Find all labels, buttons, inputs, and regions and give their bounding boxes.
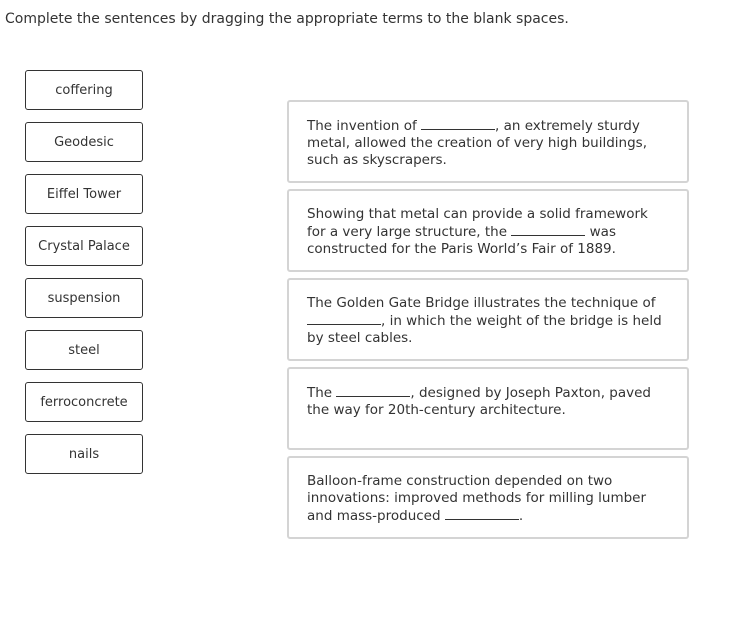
blank-drop-zone-1[interactable]	[421, 117, 495, 130]
sentence-box-5	[287, 456, 689, 539]
sentence-4-after: , designed by Joseph Paxton, paved the way for 20th-century architecture.	[307, 385, 651, 418]
blank-drop-zone-5[interactable]	[445, 507, 519, 520]
blank-drop-zone-3[interactable]	[307, 312, 381, 325]
instructions-text: Complete the sentences by dragging the appropriate terms to the blank spaces.	[5, 11, 569, 27]
term-nails[interactable]: nails	[25, 434, 143, 474]
term-steel[interactable]: steel	[25, 330, 143, 370]
sentence-box-3	[287, 278, 689, 361]
term-coffering[interactable]: coffering	[25, 70, 143, 110]
sentence-2-after: was constructed for the Paris World’s Fair of 1889.	[307, 224, 616, 257]
sentence-2-before: Showing that metal can provide a solid framework for a very large structure, the	[307, 206, 648, 240]
sentence-3-after: , in which the weight of the bridge is held by steel cables.	[307, 313, 662, 346]
blank-drop-zone-2[interactable]	[511, 223, 585, 236]
term-ferroconcrete[interactable]: ferroconcrete	[25, 382, 143, 422]
term-eiffel-tower[interactable]: Eiffel Tower	[25, 174, 143, 214]
sentence-5-before: Balloon-frame construction depended on two innovations: improved methods for milling lumber and mass-produced	[307, 473, 647, 524]
sentence-box-4	[287, 367, 689, 450]
term-crystal-palace[interactable]: Crystal Palace	[25, 226, 143, 266]
sentence-box-1	[287, 100, 689, 183]
sentence-1-before: The invention of	[307, 118, 422, 134]
sentence-box-2	[287, 189, 689, 272]
term-geodesic[interactable]: Geodesic	[25, 122, 143, 162]
sentence-1-after: , an extremely sturdy metal, allowed the creation of very high buildings, such as skyscrapers.	[307, 118, 647, 168]
blank-drop-zone-4[interactable]	[336, 384, 410, 397]
term-suspension[interactable]: suspension	[25, 278, 143, 318]
sentence-3-before: The Golden Gate Bridge illustrates the technique of	[307, 295, 656, 311]
sentence-4-before: The	[307, 385, 337, 401]
sentence-5-after: .	[518, 508, 524, 524]
